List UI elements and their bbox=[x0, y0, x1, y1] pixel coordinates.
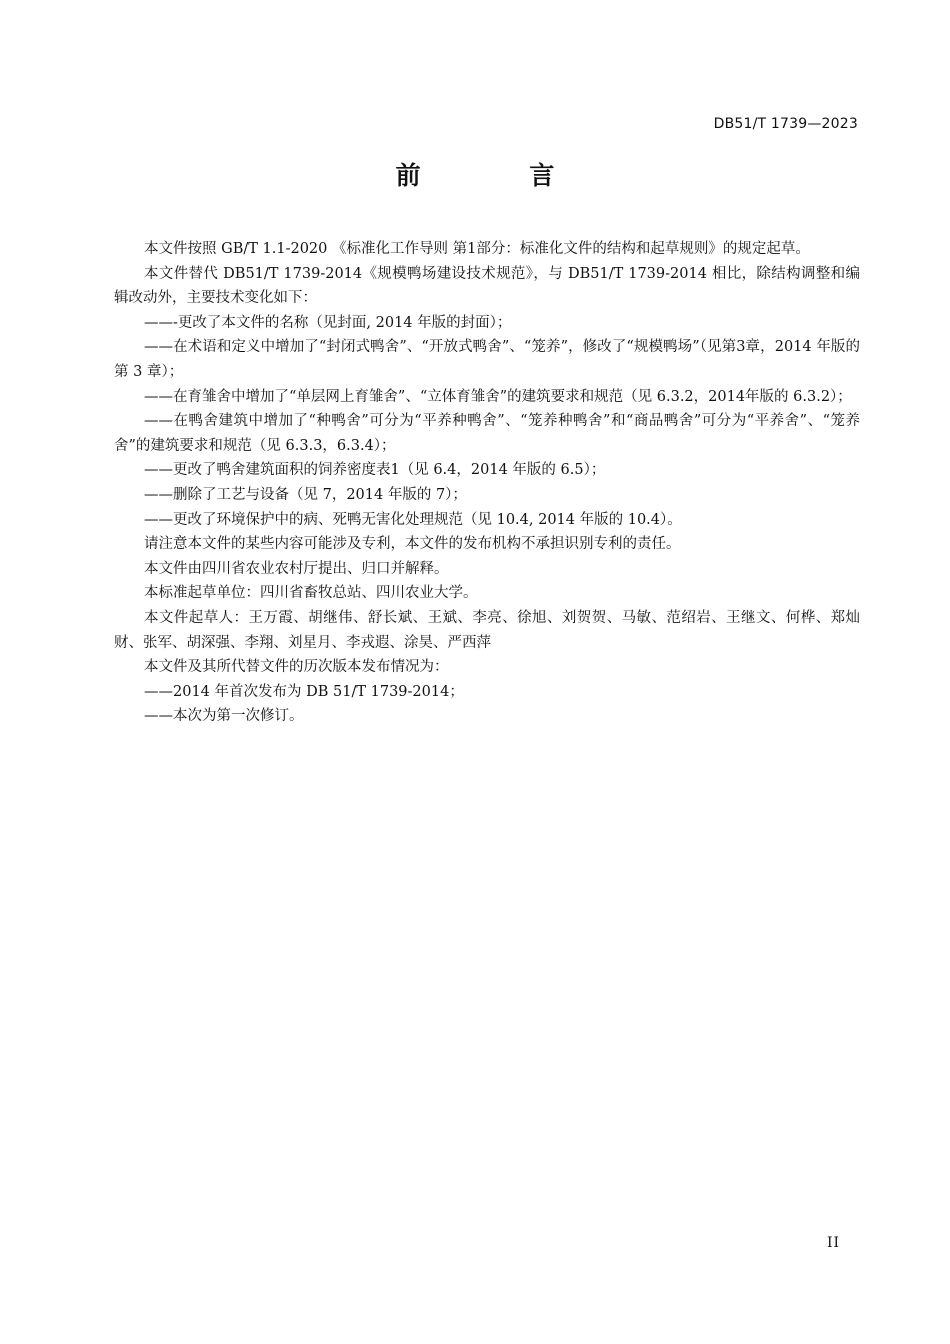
list-item-change-density: ——更改了鸭舍建筑面积的饲养密度表1（见 6.4，2014 年版的 6.5）； bbox=[144, 462, 606, 479]
list-item-change-brooding: ——在育雏舍中增加了“单层网上育雏舍”、“立体育雏舍”的建筑要求和规范（见 6.3.2，2014年版的 6.3.2）； bbox=[144, 388, 852, 405]
list-item-change-equipment: ——删除了工艺与设备（见 7，2014 年版的 7）； bbox=[144, 486, 467, 503]
paragraph-version-history: 本文件及其所代替文件的历次版本发布情况为： bbox=[144, 659, 449, 676]
paragraph-proposer: 本文件由四川省农业农村厅提出、归口并解释。 bbox=[144, 560, 449, 577]
page-title: 前 言 bbox=[395, 161, 605, 190]
foreword-body bbox=[114, 237, 860, 729]
list-item-revision: ——本次为第一次修订。 bbox=[144, 708, 304, 725]
list-item-first-release: ——2014 年首次发布为 DB 51/T 1739-2014； bbox=[144, 683, 464, 700]
page-number: II bbox=[826, 1235, 840, 1251]
list-item-change-terms: ——在术语和定义中增加了“封闭式鸭舍”、“开放式鸭舍”、“笼养”，修改了“规模鸭场”（见第3章，2014 年版的第 3 章）； bbox=[114, 339, 860, 380]
paragraph-drafting-basis: 本文件按照 GB/T 1.1-2020 《标准化工作导则 第1部分：标准化文件的结构和起草规则》的规定起草。 bbox=[144, 241, 810, 257]
paragraph-replacement: 本文件替代 DB51/T 1739-2014《规模鸭场建设技术规范》，与 DB51/T 1739-2014 相比，除结构调整和编辑改动外，主要技术变化如下： bbox=[114, 265, 860, 307]
paragraph-drafters: 本文件起草人：王万霞、胡继伟、舒长斌、王斌、李亮、徐旭、刘贺贺、马敏、范绍岩、王继文、何桦、郑灿财、张军、胡深强、李翔、刘星月、李戎遐、涂昊、严西萍 bbox=[114, 609, 860, 651]
paragraph-drafting-units: 本标准起草单位：四川省畜牧总站、四川农业大学。 bbox=[144, 585, 478, 602]
document-code: DB51/T 1739—2023 bbox=[713, 116, 858, 132]
list-item-change-environment: ——更改了环境保护中的病、死鸭无害化处理规范（见 10.4, 2014 年版的 10.4）。 bbox=[144, 511, 682, 528]
paragraph-patent-notice: 请注意本文件的某些内容可能涉及专利，本文件的发布机构不承担识别专利的责任。 bbox=[144, 536, 681, 553]
list-item-change-name: ——-更改了本文件的名称（见封面, 2014 年版的封面）； bbox=[144, 314, 512, 331]
list-item-change-duck-house: ——在鸭舍建筑中增加了“种鸭舍”可分为“平养种鸭舍”、“笼养种鸭舍”和“商品鸭舍”可分为“平养舍”、“笼养舍”的建筑要求和规范（见 6.3.3，6.3.4）； bbox=[114, 413, 860, 454]
